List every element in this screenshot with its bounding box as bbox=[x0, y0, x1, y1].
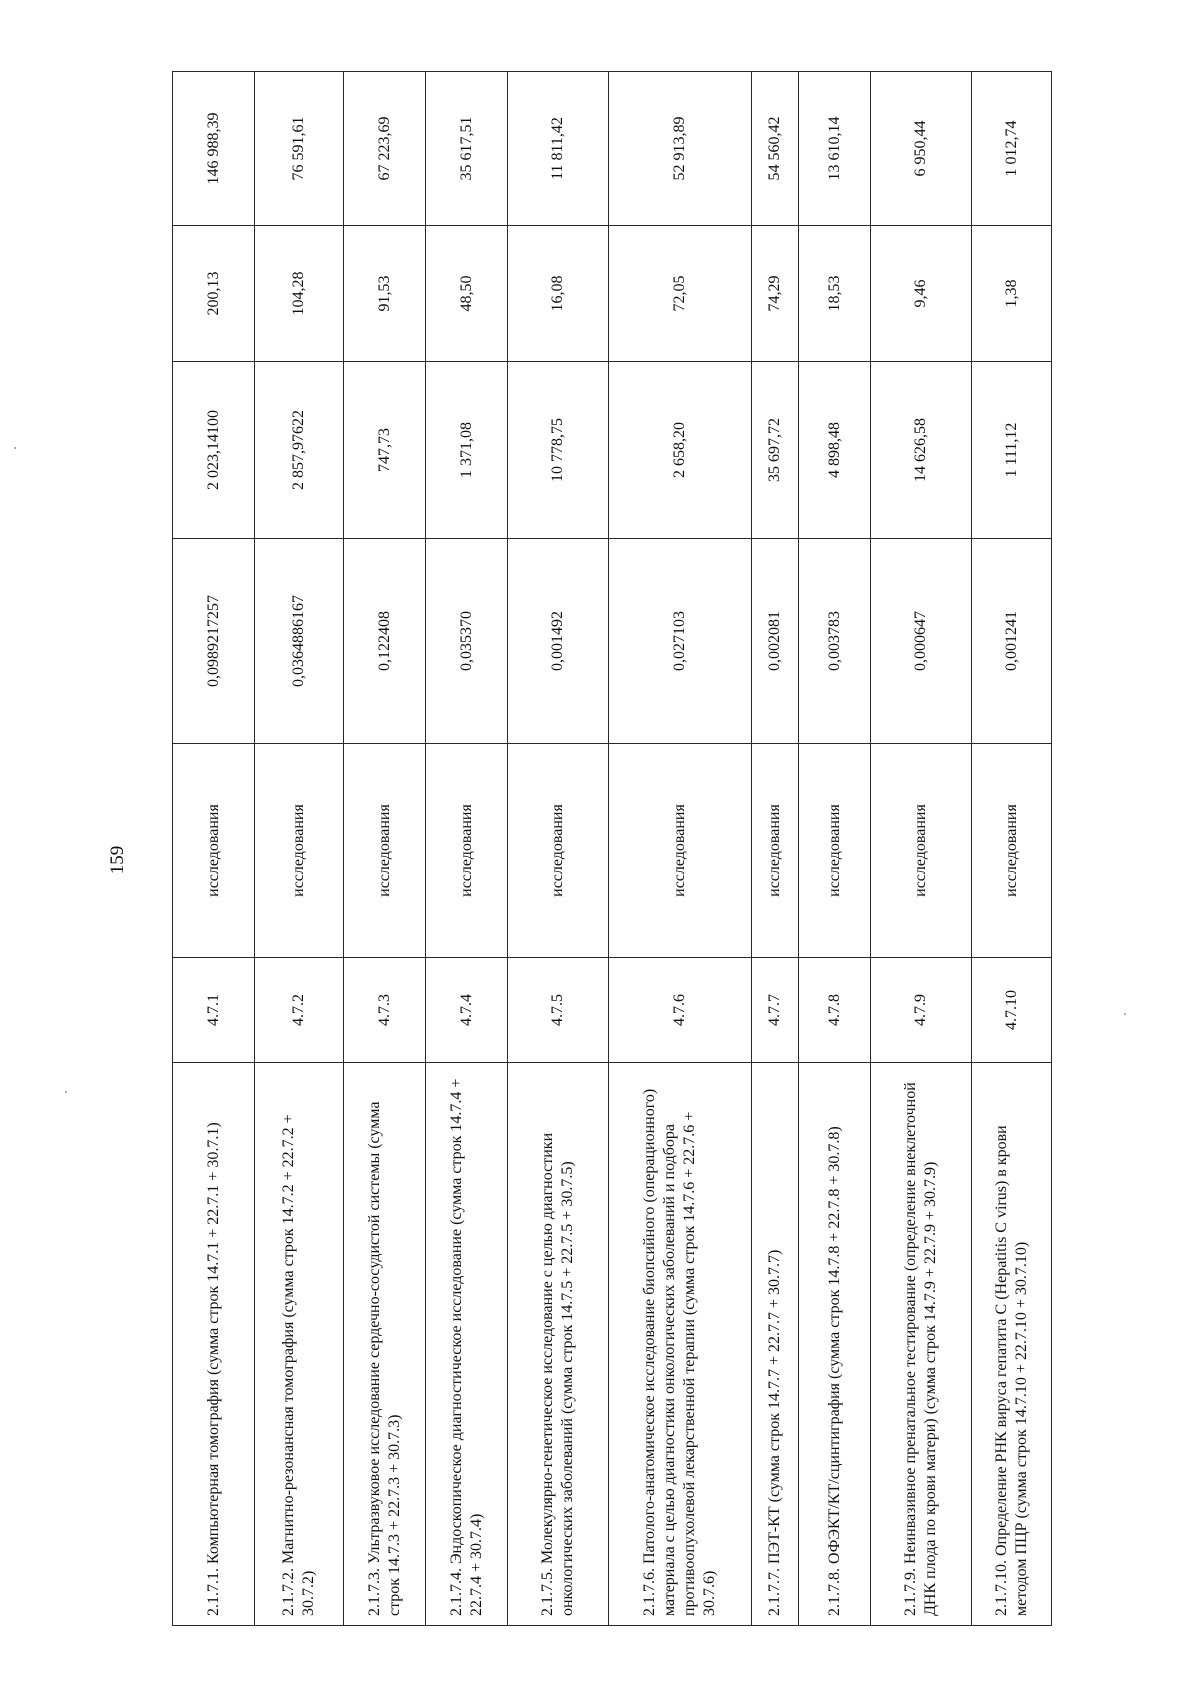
row-code-cell: 4.7.9 bbox=[871, 958, 972, 1063]
table-row bbox=[608, 72, 751, 1626]
row-total-cell: 1 012,74 bbox=[972, 72, 1052, 226]
row-cost-cell: 14 626,58 bbox=[871, 362, 972, 539]
row-code-cell: 4.7.8 bbox=[798, 958, 871, 1063]
volume-cost-table bbox=[172, 71, 1052, 1626]
row-norm-cell: 0,000647 bbox=[871, 539, 972, 744]
row-code-cell: 4.7.7 bbox=[751, 958, 798, 1063]
row-total-cell: 76 591,61 bbox=[255, 72, 344, 226]
row-norm-cell: 0,001241 bbox=[972, 539, 1052, 744]
row-cost-cell: 1 111,12 bbox=[972, 362, 1052, 539]
row-per-capita-cell: 16,08 bbox=[508, 226, 609, 362]
row-unit-cell: исследования bbox=[798, 744, 871, 958]
table-row bbox=[871, 72, 972, 1626]
row-total-cell: 52 913,89 bbox=[608, 72, 751, 226]
row-code-cell: 4.7.2 bbox=[255, 958, 344, 1063]
row-unit-cell: исследования bbox=[426, 744, 508, 958]
row-cost-cell: 2 023,14100 bbox=[173, 362, 255, 539]
row-total-cell: 35 617,51 bbox=[426, 72, 508, 226]
row-per-capita-cell: 200,13 bbox=[173, 226, 255, 362]
row-unit-cell: исследования bbox=[344, 744, 426, 958]
table-row bbox=[426, 72, 508, 1626]
row-norm-cell: 0,001492 bbox=[508, 539, 609, 744]
table-row bbox=[751, 72, 798, 1626]
row-cost-cell: 2 658,20 bbox=[608, 362, 751, 539]
row-cost-cell: 1 371,08 bbox=[426, 362, 508, 539]
row-name-cell: 2.1.7.3. Ультразвуковое исследование сердечно-сосудистой системы (сумма строк 14.7.3 + 22.7.3 + 30.7.3) bbox=[344, 1063, 426, 1626]
scan-speck bbox=[1124, 1013, 1126, 1015]
row-code-cell: 4.7.1 bbox=[173, 958, 255, 1063]
row-per-capita-cell: 72,05 bbox=[608, 226, 751, 362]
row-unit-cell: исследования bbox=[972, 744, 1052, 958]
row-name-cell: 2.1.7.10. Определение РНК вируса гепатита C (Hepatitis C virus) в крови методом ПЦР (сумма строк 14.7.10 + 22.7.10 + 30.7.10) bbox=[972, 1063, 1052, 1626]
row-per-capita-cell: 91,53 bbox=[344, 226, 426, 362]
row-cost-cell: 747,73 bbox=[344, 362, 426, 539]
row-cost-cell: 35 697,72 bbox=[751, 362, 798, 539]
scan-speck bbox=[65, 1091, 67, 1093]
row-norm-cell: 0,0989217257 bbox=[173, 539, 255, 744]
row-unit-cell: исследования bbox=[508, 744, 609, 958]
row-total-cell: 13 610,14 bbox=[798, 72, 871, 226]
row-name-cell: 2.1.7.5. Молекулярно-генетическое исследование с целью диагностики онкологических заболеваний (сумма строк 14.7.5 + 22.7.5 + 30.7.5) bbox=[508, 1063, 609, 1626]
row-total-cell: 11 811,42 bbox=[508, 72, 609, 226]
row-per-capita-cell: 104,28 bbox=[255, 226, 344, 362]
row-norm-cell: 0,027103 bbox=[608, 539, 751, 744]
row-norm-cell: 0,0364886167 bbox=[255, 539, 344, 744]
row-per-capita-cell: 1,38 bbox=[972, 226, 1052, 362]
rotated-table-wrapper bbox=[172, 72, 1052, 1626]
row-name-cell: 2.1.7.7. ПЭТ-КТ (сумма строк 14.7.7 + 22.7.7 + 30.7.7) bbox=[751, 1063, 798, 1626]
row-norm-cell: 0,002081 bbox=[751, 539, 798, 744]
row-code-cell: 4.7.3 bbox=[344, 958, 426, 1063]
row-per-capita-cell: 18,53 bbox=[798, 226, 871, 362]
row-name-cell: 2.1.7.4. Эндоскопическое диагностическое исследование (сумма строк 14.7.4 + 22.7.4 + 30.7.4) bbox=[426, 1063, 508, 1626]
row-cost-cell: 10 778,75 bbox=[508, 362, 609, 539]
row-cost-cell: 4 898,48 bbox=[798, 362, 871, 539]
row-total-cell: 67 223,69 bbox=[344, 72, 426, 226]
row-per-capita-cell: 9,46 bbox=[871, 226, 972, 362]
row-cost-cell: 2 857,97622 bbox=[255, 362, 344, 539]
table-body bbox=[173, 72, 1052, 1626]
table-row bbox=[508, 72, 609, 1626]
row-name-cell: 2.1.7.1. Компьютерная томография (сумма строк 14.7.1 + 22.7.1 + 30.7.1) bbox=[173, 1063, 255, 1626]
row-name-cell: 2.1.7.2. Магнитно-резонансная томография (сумма строк 14.7.2 + 22.7.2 + 30.7.2) bbox=[255, 1063, 344, 1626]
row-unit-cell: исследования bbox=[751, 744, 798, 958]
row-per-capita-cell: 48,50 bbox=[426, 226, 508, 362]
table-row bbox=[344, 72, 426, 1626]
row-name-cell: 2.1.7.6. Патолого-анатомическое исследование биопсийного (операционного) материала с целью диагностики онкологических заболеваний и подбора противоопухолевой лекарственной терапии (сумма строк 14.7.6 + 22.7.6 + 30.7.6) bbox=[608, 1063, 751, 1626]
row-norm-cell: 0,035370 bbox=[426, 539, 508, 744]
row-name-cell: 2.1.7.8. ОФЭКТ/КТ/сцинтиграфия (сумма строк 14.7.8 + 22.7.8 + 30.7.8) bbox=[798, 1063, 871, 1626]
row-code-cell: 4.7.5 bbox=[508, 958, 609, 1063]
table-row bbox=[972, 72, 1052, 1626]
page-number: 159 bbox=[107, 845, 128, 875]
row-name-cell: 2.1.7.9. Неинвазивное пренатальное тестирование (определение внеклеточной ДНК плода по крови матери) (сумма строк 14.7.9 + 22.7.9 + 30.7.9) bbox=[871, 1063, 972, 1626]
row-code-cell: 4.7.6 bbox=[608, 958, 751, 1063]
row-unit-cell: исследования bbox=[871, 744, 972, 958]
row-code-cell: 4.7.4 bbox=[426, 958, 508, 1063]
row-unit-cell: исследования bbox=[608, 744, 751, 958]
row-norm-cell: 0,003783 bbox=[798, 539, 871, 744]
row-per-capita-cell: 74,29 bbox=[751, 226, 798, 362]
table-row bbox=[798, 72, 871, 1626]
row-unit-cell: исследования bbox=[173, 744, 255, 958]
row-total-cell: 146 988,39 bbox=[173, 72, 255, 226]
row-norm-cell: 0,122408 bbox=[344, 539, 426, 744]
table-row bbox=[173, 72, 255, 1626]
scan-speck bbox=[14, 447, 16, 449]
row-code-cell: 4.7.10 bbox=[972, 958, 1052, 1063]
row-total-cell: 6 950,44 bbox=[871, 72, 972, 226]
row-unit-cell: исследования bbox=[255, 744, 344, 958]
row-total-cell: 54 560,42 bbox=[751, 72, 798, 226]
table-row bbox=[255, 72, 344, 1626]
